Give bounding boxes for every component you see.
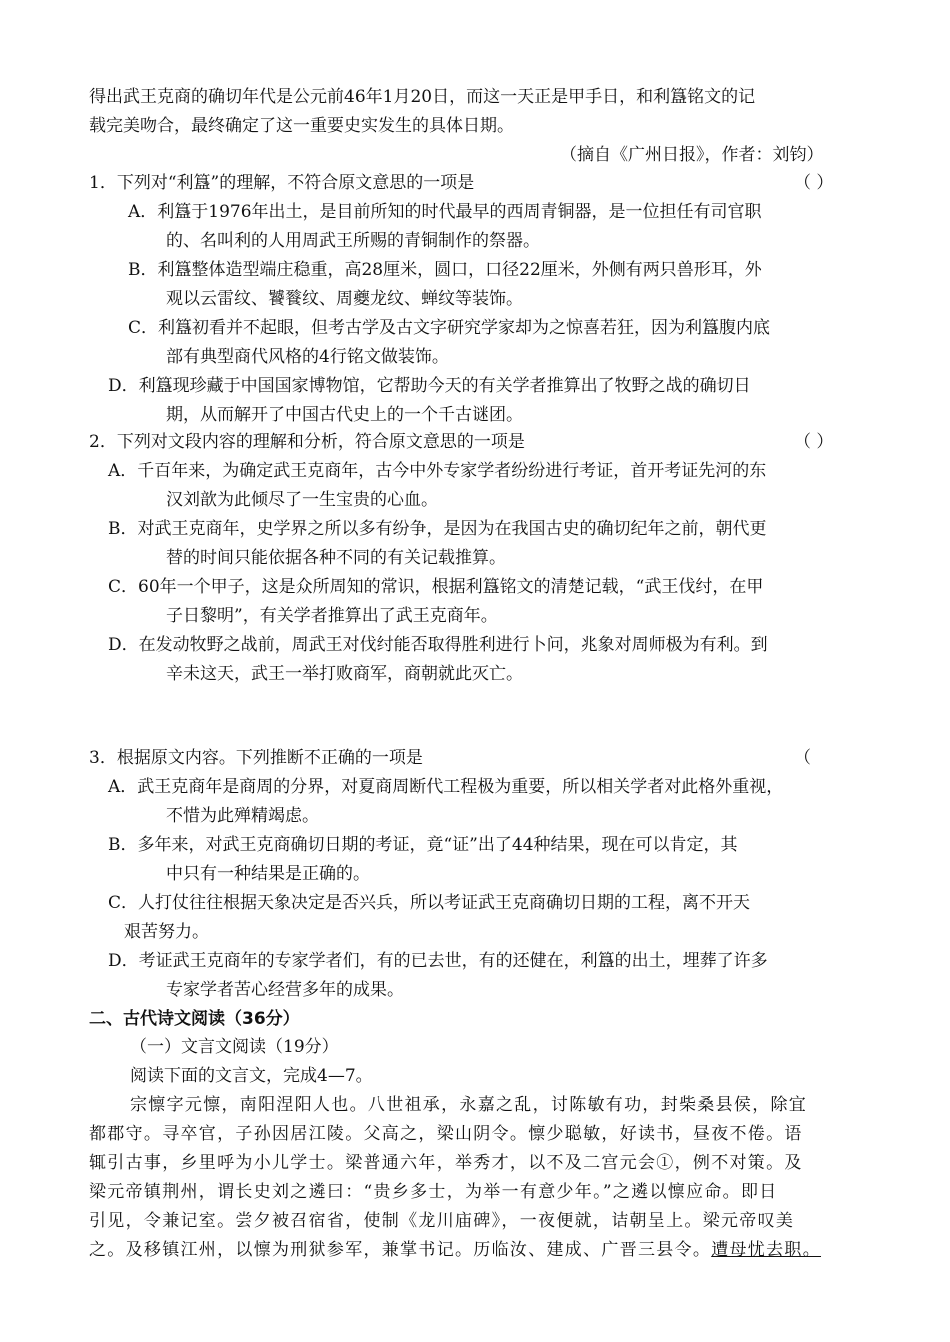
section-title: 二、古代诗文阅读（36分）	[89, 1009, 300, 1029]
intro-line-2: 载完美吻合，最终确定了这一重要史实发生的具体日期。	[89, 116, 514, 136]
q2-option-d: D．在发动牧野之战前，周武王对伐纣能否取得胜利进行卜问，兆象对周师极为有利。到	[108, 635, 768, 655]
passage-line-5: 引见，令兼记室。尝夕被召宿省，使制《龙川庙碑》，一夜便就，诘朝呈上。梁元帝叹美	[89, 1211, 795, 1231]
intro-line-1: 得出武王克商的确切年代是公元前46年1月20日，而这一天正是甲手日，和利簋铭文的记	[89, 87, 756, 107]
source-citation: （摘自《广州日报》，作者：刘钧）	[560, 145, 824, 165]
q2-option-a: A．千百年来，为确定武王克商年，古今中外专家学者纷纷进行考证，首开考证先河的东	[108, 461, 767, 481]
q3-option-a: A．武王克商年是商周的分界，对夏商周断代工程极为重要，所以相关学者对此格外重视，	[108, 777, 784, 797]
passage-line-6	[89, 1239, 821, 1261]
q3-answer-blank: （	[794, 748, 811, 768]
passage-line-3: 辄引古事，乡里呼为小儿学士。梁普通六年，举秀才，以不及二宫元会①，例不对策。及	[89, 1153, 803, 1173]
underlined-sentence: 遭母忧去职。	[711, 1240, 822, 1260]
q3-option-d-cont: 专家学者苦心经营多年的成果。	[166, 980, 404, 1000]
q3-option-c-cont: 艰苦努力。	[124, 922, 209, 942]
q3-option-c: C．人打仗往往根据天象决定是否兴兵，所以考证武王克商确切日期的工程，离不开天	[108, 893, 751, 913]
q2-option-a-cont: 汉刘歆为此倾尽了一生宝贵的心血。	[166, 490, 438, 510]
q2-answer-blank: （ ）	[794, 432, 834, 452]
q1-option-c-cont: 部有典型商代风格的4行铭文做装饰。	[166, 347, 449, 367]
q2-option-b: B．对武王克商年，史学界之所以多有纷争，是因为在我国古史的确切纪年之前，朝代更	[108, 519, 767, 539]
q2-option-c: C．60年一个甲子，这是众所周知的常识，根据利簋铭文的清楚记载，“武王伐纣，在甲	[108, 577, 764, 597]
q3-option-b: B．多年来，对武王克商确切日期的考证，竟“证”出了44种结果，现在可以肯定，其	[108, 835, 738, 855]
q1-stem: 1．下列对“利簋”的理解，不符合原文意思的一项是	[89, 173, 475, 193]
q1-option-c: C．利簋初看并不起眼，但考古学及古文字研究学家却为之惊喜若狂，因为利簋腹内底	[128, 318, 771, 338]
q3-stem: 3．根据原文内容。下列推断不正确的一项是	[89, 748, 423, 768]
passage-line-6-text: 之。及移镇江州，以懔为刑狱参军，兼掌书记。历临汝、建成、广晋三县令。	[89, 1240, 712, 1260]
passage-line-1: 宗懔字元懔，南阳涅阳人也。八世祖承，永嘉之乱，讨陈敏有功，封柴桑县侯，除宜	[130, 1095, 808, 1115]
q1-option-d-cont: 期，从而解开了中国古代史上的一个千古谜团。	[166, 405, 523, 425]
q1-option-d: D．利簋现珍藏于中国国家博物馆，它帮助今天的有关学者推算出了牧野之战的确切日	[108, 376, 751, 396]
q3-option-d: D．考证武王克商年的专家学者们，有的已去世，有的还健在，利簋的出土，埋葬了许多	[108, 951, 768, 971]
q2-option-c-cont: 子日黎明”，有关学者推算出了武王克商年。	[166, 606, 498, 626]
q3-option-a-cont: 不惜为此殚精竭虑。	[166, 806, 319, 826]
subsection-title: （一）文言文阅读（19分）	[130, 1037, 339, 1057]
q1-option-b: B．利簋整体造型端庄稳重，高28厘米，圆口，口径22厘米，外侧有两只兽形耳，外	[128, 260, 762, 280]
q1-answer-blank: （ ）	[794, 173, 834, 193]
q2-option-d-cont: 辛未这天，武王一举打败商军，商朝就此灭亡。	[166, 664, 523, 684]
q1-option-a-cont: 的、名叫利的人用周武王所赐的青铜制作的祭器。	[166, 231, 540, 251]
q1-option-b-cont: 观以云雷纹、饕餮纹、周夔龙纹、蝉纹等装饰。	[166, 289, 523, 309]
q1-option-a: A．利簋于1976年出土，是目前所知的时代最早的西周青铜器，是一位担任有司官职	[128, 202, 762, 222]
q2-stem: 2．下列对文段内容的理解和分析，符合原文意思的一项是	[89, 432, 525, 452]
reading-instruction: 阅读下面的文言文，完成4—7。	[130, 1066, 373, 1086]
passage-line-2: 都郡守。寻卒官，子孙因居江陵。父高之，梁山阴令。懔少聪敏，好读书，昼夜不倦。语	[89, 1124, 803, 1144]
passage-line-4: 梁元帝镇荆州，谓长史刘之遴曰：“贵乡多士，为举一有意少年。”之遴以懔应命。即日	[89, 1182, 778, 1202]
q3-option-b-cont: 中只有一种结果是正确的。	[166, 864, 370, 884]
q2-option-b-cont: 替的时间只能依据各种不同的有关记载推算。	[166, 548, 506, 568]
